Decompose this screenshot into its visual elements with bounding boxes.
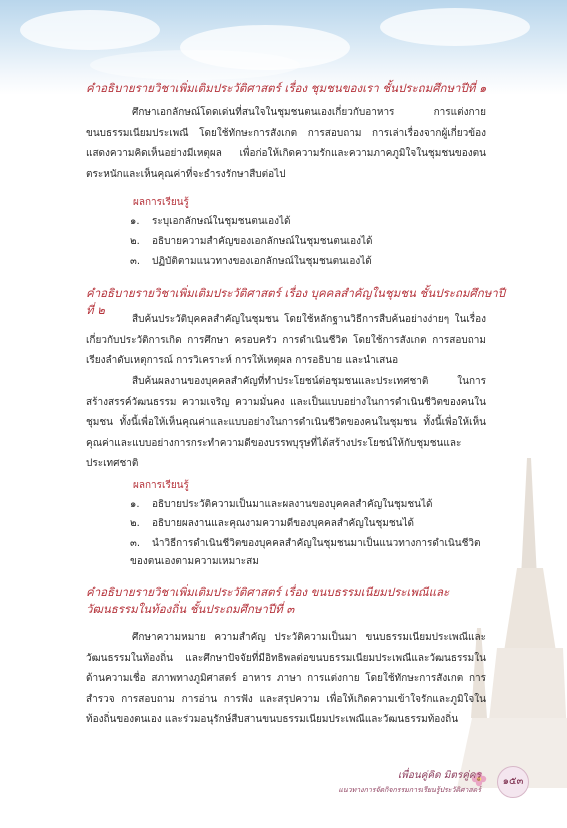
footer-title: เพื่อนคู่คิด มิตรคู่ครู	[397, 770, 481, 781]
page-number: ๑๕๓	[497, 766, 529, 798]
section-1-objective-1: ๑. ระบุเอกลักษณ์ในชุมชนตนเองได้	[130, 216, 291, 227]
section-3-paragraph: ศึกษาความหมาย ความสำคัญ ประวัติความเป็นมา ขนบธรรมเนียมประเพณีและวัฒนธรรมในท้องถิ่น และศึกษาปัจจัยที่มีอิทธิพลต่อขนบธรรมเนียมประเพณีและวัฒนธรรมในด้านความเชื่อ สภาพทางภูมิศาสตร์ อาหาร ภาษา การแต่งกาย โดยใช้ทักษะการสังเกต การสำรวจ การสอบถาม การอ่าน การฟัง และสรุปความ เพื่อให้เกิดความเข้าใจรักและภูมิใจในท้องถิ่นของตนเอง และร่วมอนุรักษ์สืบสานขนบธรรมเนียมประเพณีและวัฒนธรรมท้องถิ่น	[86, 632, 486, 725]
section-1-objectives-title: ผลการเรียนรู้	[133, 197, 189, 208]
section-2-objective-1: ๑. อธิบายประวัติความเป็นมาและผลงานของบุคคลสำคัญในชุมชนได้	[130, 499, 433, 510]
section-1-objective-2: ๒. อธิบายความสำคัญของเอกลักษณ์ในชุมชนตนเองได้	[130, 236, 373, 247]
section-2-paragraph-2: สืบค้นผลงานของบุคคลสำคัญที่ทำประโยชน์ต่อชุมชนและประเทศชาติ ในการสร้างสรรค์วัฒนธรรม ความเจริญ ความมั่นคง และเป็นแบบอย่างในการดำเนินชีวิตของคนในชุมชน ทั้งนี้เพื่อให้เห็นคุณค่าและแบบอย่างในการดำเนินชีวิตของคนในชุมชน ทั้งนี้เพื่อให้เห็นคุณค่าและแบบอย่างการกระทำความดีของบรรพบุรุษที่ได้สร้างประโยชน์ให้กับชุมชนและประเทศชาติ	[86, 376, 486, 469]
footer-subtitle: แนวทางการจัดกิจกรรมการเรียนรู้ประวัติศาสตร์	[338, 786, 481, 794]
section-1-heading: คำอธิบายรายวิชาเพิ่มเติมประวัติศาสตร์ เรื่อง ชุมชนของเรา ชั้นประถมศึกษาปีที่ ๑	[86, 81, 487, 95]
section-2-heading: คำอธิบายรายวิชาเพิ่มเติมประวัติศาสตร์ เรื่อง บุคคลสำคัญในชุมชน ชั้นประถมศึกษาปีที่ ๒	[86, 286, 506, 317]
section-2-paragraph-1: สืบค้นประวัติบุคคลสำคัญในชุมชน โดยใช้หลักฐานวิธีการสืบค้นอย่างง่ายๆ ในเรื่องเกี่ยวกับประวัติการเกิด การศึกษา ครอบครัว การดำเนินชีวิต โดยใช้การสังเกต การสอบถาม เรียงลำดับเหตุการณ์ การวิเคราะห์ การให้เหตุผล การอธิบาย และนำเสนอ	[86, 314, 486, 366]
section-2-objective-2: ๒. อธิบายผลงานและคุณงามความดีของบุคคลสำคัญในชุมชนได้	[130, 518, 415, 529]
section-2-objective-3: ๓. นำวิธีการดำเนินชีวิตของบุคคลสำคัญในชุมชนมาเป็นแนวทางการดำเนินชีวิตของตนเองตามความเหมาะสม	[130, 538, 481, 567]
section-1-objective-3: ๓. ปฏิบัติตามแนวทางของเอกลักษณ์ในชุมชนตนเองได้	[130, 256, 372, 267]
section-2-objectives-title: ผลการเรียนรู้	[133, 480, 189, 491]
section-1-paragraph: ศึกษาเอกลักษณ์โดดเด่นที่สนใจในชุมชนตนเองเกี่ยวกับอาหาร การแต่งกาย ขนบธรรมเนียมประเพณี โดยใช้ทักษะการสังเกต การสอบถาม การเล่าเรื่องจากผู้เกี่ยวข้อง แสดงความคิดเห็นอย่างมีเหตุผล เพื่อก่อให้เกิดความรักและความภาคภูมิใจในชุมชนของตน ตระหนักและเห็นคุณค่าที่จะธำรงรักษาสืบต่อไป	[86, 107, 486, 180]
section-3-heading: คำอธิบายรายวิชาเพิ่มเติมประวัติศาสตร์ เรื่อง ขนบธรรมเนียมประเพณีและวัฒนธรรมในท้องถิ่น ชั้นประถมศึกษาปีที่ ๓	[86, 585, 450, 616]
